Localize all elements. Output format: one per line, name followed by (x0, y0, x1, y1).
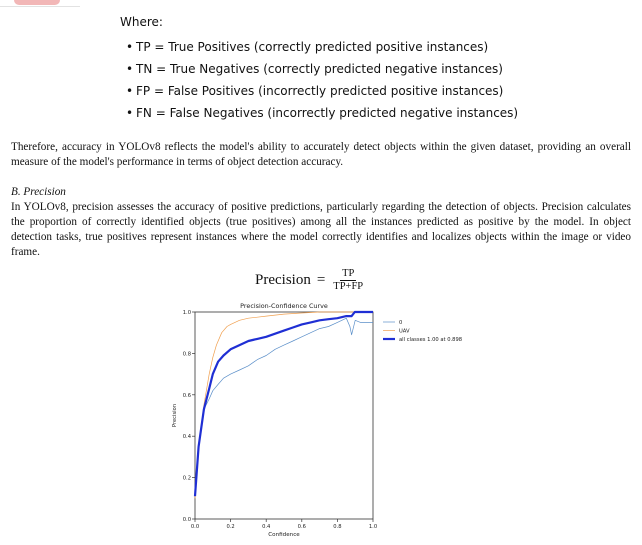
series-line (195, 318, 373, 494)
y-tick-label: 0.2 (182, 475, 191, 482)
legend-entry: all classes 1.00 at 0.898 (399, 337, 463, 343)
legend-entry: UAV (399, 328, 410, 335)
series-line (195, 312, 373, 496)
bullet-icon: • (126, 84, 134, 98)
y-tick-label: 0.4 (182, 434, 191, 441)
chart-title: Precision-Confidence Curve (240, 302, 328, 310)
where-label: Where: (120, 15, 163, 29)
equation-numerator: TP (342, 268, 355, 279)
y-tick-label: 0.6 (182, 392, 191, 399)
x-tick-label: 0.6 (297, 524, 306, 530)
y-tick-label: 0.0 (182, 517, 191, 523)
section-heading-precision: B. Precision (11, 186, 66, 198)
series-line (195, 312, 373, 498)
y-tick-label: 0.8 (182, 351, 191, 358)
accuracy-paragraph: Therefore, accuracy in YOLOv8 reflects the model's ability to accurately detect objects within the given dataset, providing an overall measure of the model's performance in terms of object detection accuracy. (11, 141, 631, 168)
x-axis-label: Confidence (268, 532, 300, 538)
legend-entry: 0 (399, 320, 403, 326)
bullet-icon: • (126, 62, 134, 76)
bullet-icon: • (126, 106, 134, 120)
plot-frame (195, 312, 373, 519)
x-tick-label: 0.4 (262, 524, 271, 530)
x-tick-label: 0.8 (333, 524, 342, 530)
equation-denominator: TP+FP (333, 281, 364, 292)
x-tick-label: 0.0 (190, 524, 200, 530)
precision-paragraph: In YOLOv8, precision assesses the accuracy of positive predictions, particularly regarding the detection of objects. Precision calculates the proportion of correctly identified objects (true positives) among all the instances predicted as positive by the model. In object detection tasks, true positives represent instances where the model correctly identifies and localizes objects within the image or video frame. (11, 201, 631, 258)
definition-text: FP = False Positives (incorrectly predicted positive instances) (136, 84, 504, 98)
equation-lhs: Precision (255, 272, 311, 288)
x-tick-label: 1.0 (368, 524, 378, 530)
y-tick-label: 1.0 (182, 310, 191, 316)
definition-text: TN = True Negatives (correctly predicted negative instances) (136, 62, 503, 76)
definition-text: TP = True Positives (correctly predicted positive instances) (136, 40, 489, 54)
definition-text: FN = False Negatives (incorrectly predicted negative instances) (136, 106, 519, 120)
bullet-icon: • (126, 40, 134, 54)
equation-equals: = (316, 272, 326, 288)
x-tick-label: 0.2 (226, 524, 235, 530)
y-axis-label: Precision (172, 403, 178, 428)
